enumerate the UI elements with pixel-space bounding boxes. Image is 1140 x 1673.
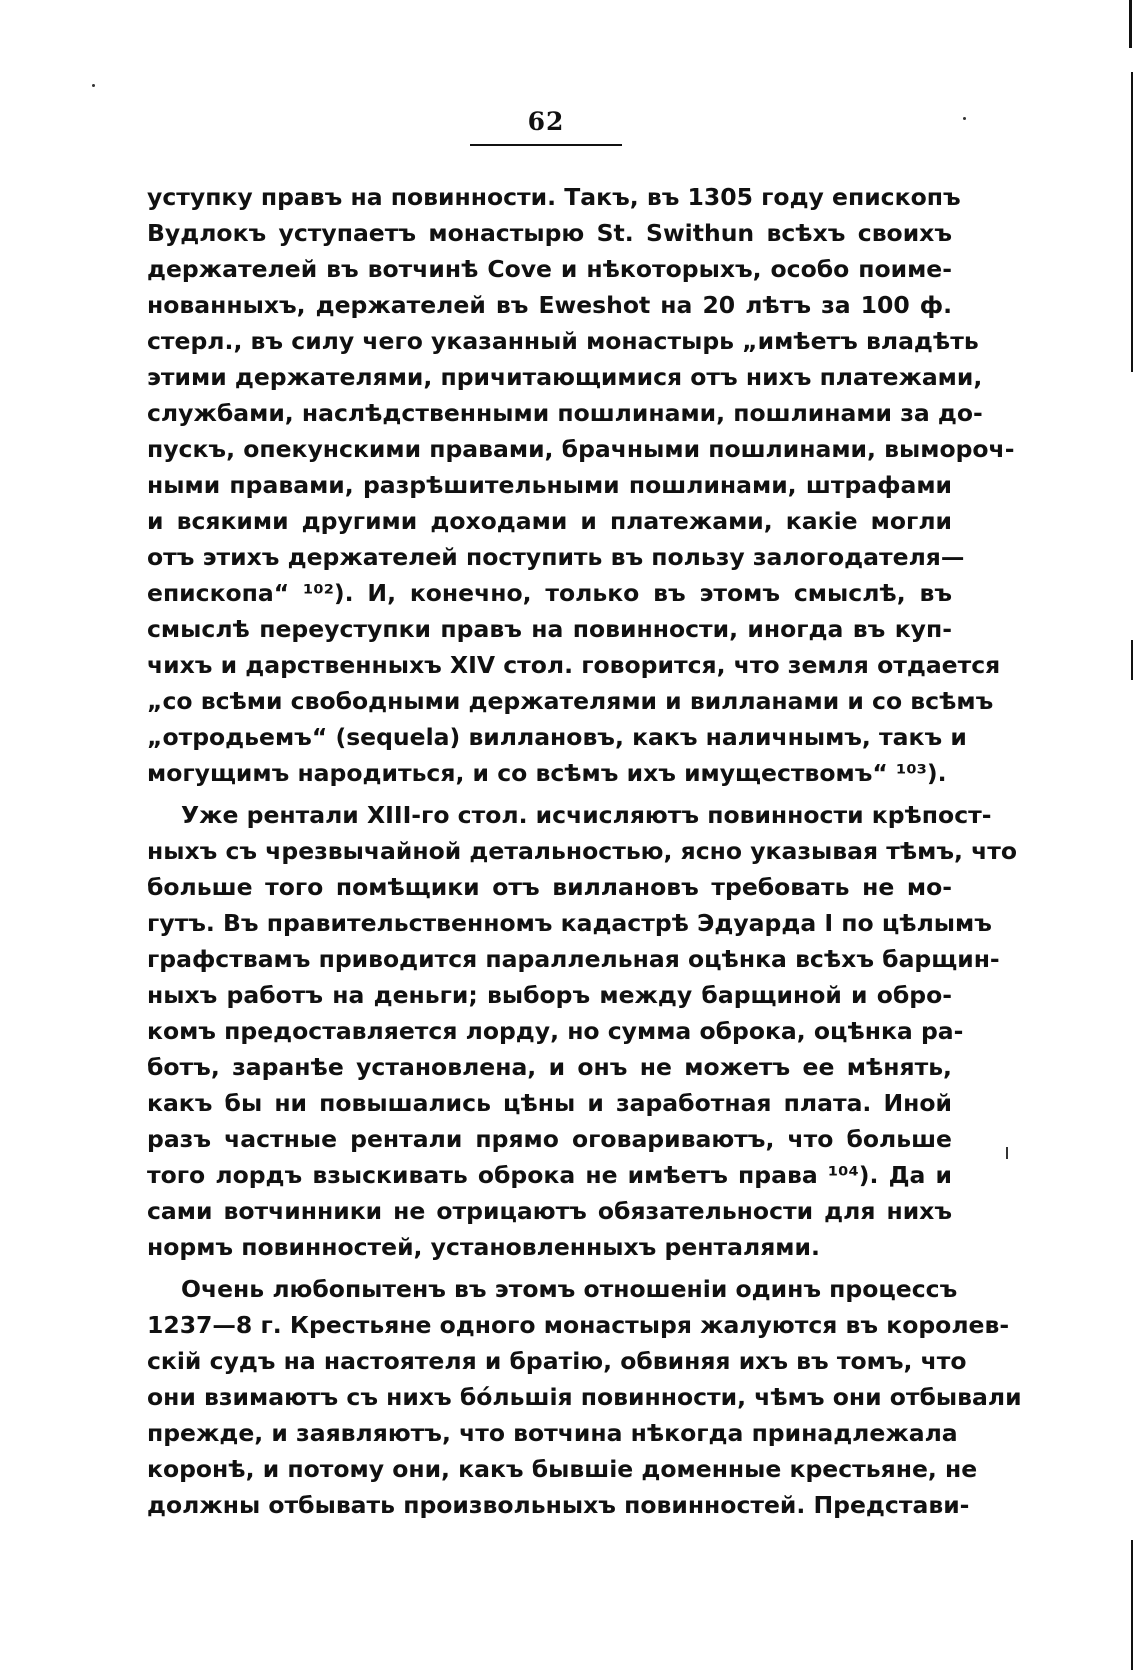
- text-line: пускъ, опекунскими правами, брачными пошлинами, выморoч-: [147, 435, 1015, 463]
- text-line: прежде, и заявляютъ, что вотчина нѣкогда принадлежала: [147, 1419, 958, 1447]
- text-line: сами вотчинники не отрицаютъ обязательности для нихъ: [147, 1197, 952, 1225]
- text-line: комъ предоставляется лорду, но сумма оброка, оцѣнка ра-: [147, 1017, 964, 1045]
- text-line: ныхъ съ чрезвычайной детальностью, ясно указывая тѣмъ, что: [147, 837, 1018, 865]
- scan-speck: [92, 84, 95, 87]
- scan-edge-mark: [1131, 640, 1133, 680]
- text-line: ботъ, заранѣе установлена, и онъ не можетъ ее мѣнять,: [147, 1053, 952, 1081]
- text-line: нормъ повинностей, установленныхъ ренталями.: [147, 1233, 820, 1261]
- text-line: чихъ и дарственныхъ XIV стол. говорится, что земля отдается: [147, 651, 1001, 679]
- scan-edge-mark: [1129, 0, 1132, 48]
- text-line: Уже рентали XIII-го стол. исчисляютъ повинности крѣпост-: [181, 801, 992, 829]
- text-line: „со всѣми свободными держателями и вилланами и со всѣмъ: [147, 687, 994, 715]
- header-rule: [470, 144, 622, 146]
- paragraph: [147, 1271, 1022, 1523]
- text-line: этими держателями, причитающимися отъ нихъ платежами,: [147, 363, 983, 391]
- text-line: могущимъ народиться, и со всѣмъ ихъ имуществомъ“ ¹⁰³).: [147, 759, 947, 787]
- text-line: должны отбывать произвольныхъ повинностей. Представи-: [147, 1491, 970, 1519]
- text-line: ными правами, разрѣшительными пошлинами, штрафами: [147, 471, 952, 499]
- text-line: епископа“ ¹⁰²). И, конечно, только въ этомъ смыслѣ, въ: [147, 579, 952, 607]
- text-line: того лордъ взыскивать оброка не имѣетъ права ¹⁰⁴). Да и: [147, 1161, 952, 1189]
- text-line: графствамъ приводится параллельная оцѣнка всѣхъ барщин-: [147, 945, 1000, 973]
- scan-edge-mark: [1131, 1540, 1133, 1670]
- text-line: Вудлокъ уступаетъ монастырю St. Swithun всѣхъ своихъ: [147, 219, 952, 247]
- text-line: больше того помѣщики отъ вилланoвъ требовать не мо-: [147, 873, 952, 901]
- text-line: скій судъ на настоятеля и братію, обвиняя ихъ въ томъ, что: [147, 1347, 967, 1375]
- text-line: смыслѣ переуступки правъ на повинности, иногда въ куп-: [147, 615, 952, 643]
- text-line: службами, наслѣдственными пошлинами, пошлинами за до-: [147, 399, 983, 427]
- text-line: и всякими другими доходами и платежами, какіе могли: [147, 507, 952, 535]
- scan-edge-mark: [1131, 72, 1133, 372]
- text-line: отъ этихъ держателей поступить въ пользу залогодателя—: [147, 543, 965, 571]
- text-line: какъ бы ни повышались цѣны и заработная плата. Иной: [147, 1089, 952, 1117]
- paragraph: [147, 797, 1018, 1265]
- text-line: ныхъ работъ на деньги; выборъ между барщиной и обро-: [147, 981, 952, 1009]
- text-line: коронѣ, и потому они, какъ бывшіе доменные крестьяне, не: [147, 1455, 978, 1483]
- scan-speck: [1006, 1147, 1008, 1159]
- text-line: держателей въ вотчинѣ Cove и нѣкоторыхъ, особо поиме-: [147, 255, 952, 283]
- text-line: нованныхъ, держателей въ Eweshot на 20 лѣтъ за 100 ф.: [147, 291, 952, 319]
- page-header: [470, 104, 622, 146]
- text-body: [147, 179, 1022, 1529]
- text-line: они взимаютъ съ нихъ бóльшія повинности, чѣмъ они отбывали: [147, 1383, 1022, 1411]
- text-line: Очень любопытенъ въ этомъ отношеніи одинъ процессъ: [181, 1275, 958, 1303]
- scan-speck: [963, 117, 966, 120]
- text-line: стерл., въ силу чего указанный монастырь „имѣетъ владѣть: [147, 327, 979, 355]
- text-line: гутъ. Въ правительственномъ кадастрѣ Эдуарда I по цѣлымъ: [147, 909, 992, 937]
- text-line: 1237—8 г. Крестьяне одного монастыря жалуются въ королев-: [147, 1311, 1010, 1339]
- text-line: разъ частные рентали прямо оговариваютъ, что больше: [147, 1125, 952, 1153]
- paragraph: [147, 179, 1015, 791]
- text-line: „отродьемъ“ (sequela) вилланoвъ, какъ наличнымъ, такъ и: [147, 723, 967, 751]
- text-line: уступку правъ на повинности. Такъ, въ 1305 году епископъ: [147, 183, 961, 211]
- page-number: 62: [527, 107, 565, 136]
